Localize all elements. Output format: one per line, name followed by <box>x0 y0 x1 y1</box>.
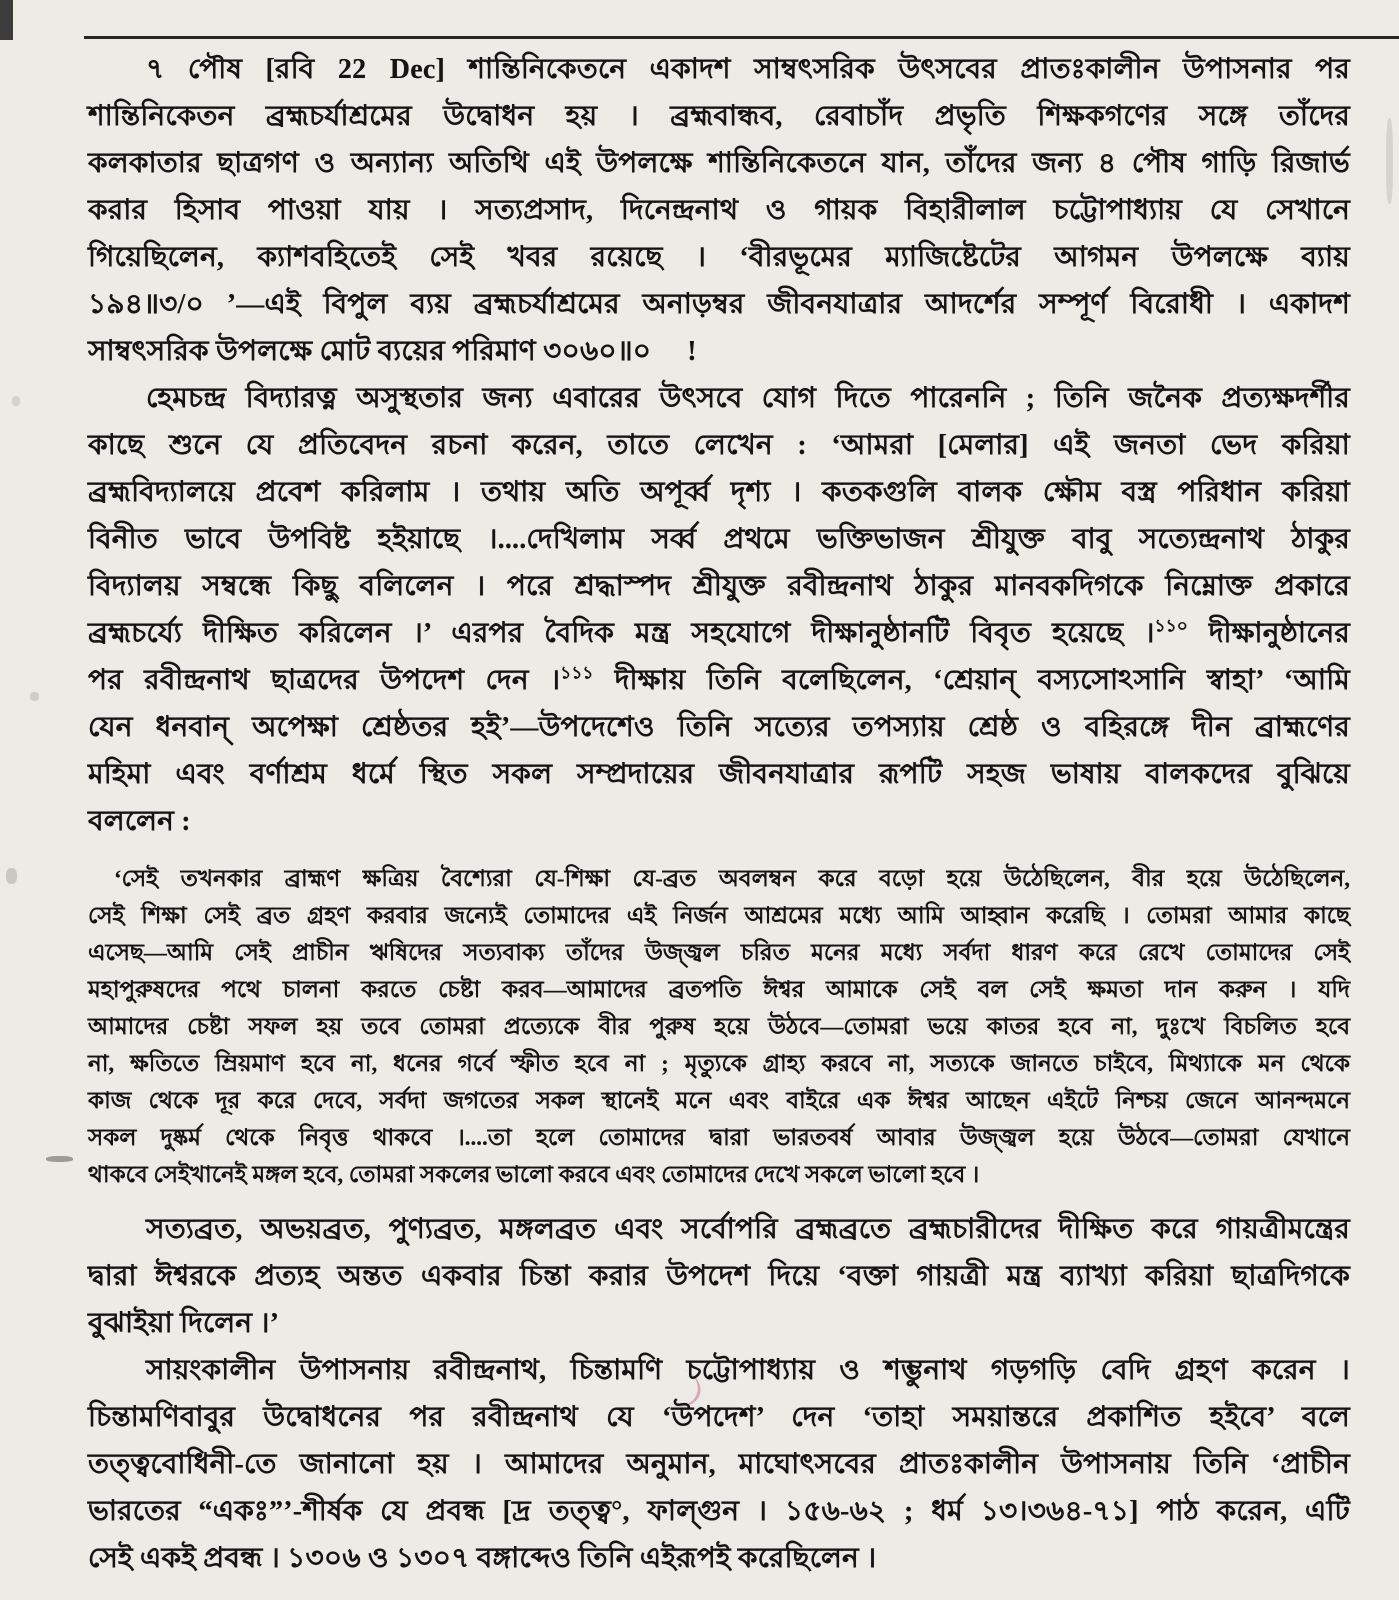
text-line <box>88 657 1350 704</box>
scan-smudge <box>46 1156 73 1162</box>
quote-line: সকল দুষ্কর্ম থেকে নিবৃত্ত থাকবে ।....তা হলে তোমাদের দ্বারা ভারতবর্ষ আবার উজ্জ্বল হয়ে উঠবে—তোমরা যেখানে <box>88 1125 1350 1150</box>
text-line <box>88 610 1350 657</box>
quote-line: এসেছ—আমি সেই প্রাচীন ঋষিদের সত্যবাক্য তাঁদের উজ্জ্বল চরিত মনের মধ্যে সর্বদা ধারণ করে রেখে তোমাদের সেই <box>88 940 1350 965</box>
scan-smudge <box>30 692 39 701</box>
quote-line: কাজ থেকে দূর করে দেবে, সর্বদা জগতের সকল স্থানেই মনে এবং বাইরে এক ঈশ্বর আছেন এইটে নিশ্চয় জেনে আনন্দমনে <box>88 1088 1350 1113</box>
quote-line: থাকবে সেইখানেই মঙ্গল হবে, তোমরা সকলের ভালো করবে এবং তোমাদের দেখে সকলে ভালো হবে । <box>88 1162 980 1187</box>
text-line: যেন ধনবান্ অপেক্ষা শ্রেষ্ঠতর হই’—উপদেশেও তিনি সত্যের তপস্যায় শ্রেষ্ঠ ও বহিরঙ্গে দীন ব্রাহ্মণের <box>88 712 1350 743</box>
line-text: দীক্ষানুষ্ঠানের <box>1187 618 1350 649</box>
text-line: করার হিসাব পাওয়া যায় । সত্যপ্রসাদ, দিনেন্দ্রনাথ ও গায়ক বিহারীলাল চট্টোপাধ্যায় যে সেখানে <box>88 195 1350 226</box>
text-line: সায়ংকালীন উপাসনায় রবীন্দ্রনাথ, চিন্তামণি চট্টোপাধ্যায় ও শম্ভুনাথ গড়গড়ি বেদি গ্রহণ করেন । <box>146 1355 1350 1386</box>
text-line: হেমচন্দ্র বিদ্যারত্ন অসুস্থতার জন্য এবারের উৎসবে যোগ দিতে পারেননি ; তিনি জনৈক প্রত্যক্ষদর্শীর <box>146 383 1350 414</box>
scan-corner-artifact <box>0 0 13 40</box>
page-text <box>88 46 1350 1582</box>
text-line: তত্ত্ববোধিনী-তে জানানো হয় । আমাদের অনুমান, মাঘোৎসবের প্রাতঃকালীন উপাসনায় তিনি ‘প্রাচীন <box>88 1449 1350 1480</box>
footnote-ref-110: ১১০ <box>1154 616 1188 636</box>
text-line: ব্রহ্মবিদ্যালয়ে প্রবেশ করিলাম । তথায় অতি অপূর্ব্ব দৃশ্য । কতকগুলি বালক ক্ষৌম বস্ত্র পরিধান করিয়া <box>88 477 1350 508</box>
quote-line: সেই শিক্ষা সেই ব্রত গ্রহণ করবার জন্যেই তোমাদের এই নির্জন আশ্রমের মধ্যে আমি আহ্বান করেছি । তোমরা আমার কাছে <box>88 903 1350 928</box>
text-line: বুঝাইয়া দিলেন ।’ <box>88 1308 280 1339</box>
text-line: ভারতের “একঃ”’-শীর্ষক যে প্রবন্ধ [দ্র তত্ত্ব°, ফাল্গুন । ১৫৬-৬২ ; ধর্ম ১৩।৩৬৪-৭১] পাঠ করেন, এটি <box>88 1496 1350 1527</box>
quote-line: মহাপুরুষদের পথে চালনা করতে চেষ্টা করব—আমাদের ব্রতপতি ঈশ্বর আমাকে সেই বল সেই ক্ষমতা দান করুন । যদি <box>88 977 1350 1002</box>
text-line: মহিমা এবং বর্ণাশ্রম ধর্মে স্থিত সকল সম্প্রদায়ের জীবনযাত্রার রূপটি সহজ ভাষায় বালকদের বুঝিয়ে <box>88 759 1350 790</box>
text-line: ৭ পৌষ [রবি 22 Dec] শান্তিনিকেতনে একাদশ সাম্বৎসরিক উৎসবের প্রাতঃকালীন উপাসনার পর <box>146 54 1350 85</box>
text-line: দ্বারা ঈশ্বরকে প্রত্যহ অন্তত একবার চিন্তা করার উপদেশ দিয়ে ‘বক্তা গায়ত্রী মন্ত্র ব্যাখ্যা করিয়া ছাত্রদিগকে <box>88 1261 1350 1292</box>
text-line: চিন্তামণিবাবুর উদ্বোধনের পর রবীন্দ্রনাথ যে ‘উপদেশ’ দেন ‘তাহা সময়ান্তরে প্রকাশিত হইবে’ বলে <box>88 1402 1350 1433</box>
paragraph <box>88 375 1350 845</box>
quote-line: ‘সেই তখনকার ব্রাহ্মণ ক্ষত্রিয় বৈশ্যেরা যে-শিক্ষা যে-ব্রত অবলম্বন করে বড়ো হয়ে উঠেছিলেন, বীর হয়ে উঠেছিলেন, <box>114 866 1350 891</box>
paragraph <box>88 46 1350 375</box>
quote-line: আমাদের চেষ্টা সফল হয় তবে তোমরা প্রত্যেকে বীর পুরুষ হয়ে উঠবে—তোমরা ভয়ে কাতর হবে না, দুঃখে বিচলিত হবে <box>88 1014 1350 1039</box>
paragraph <box>88 1206 1350 1347</box>
text-line: বিনীত ভাবে উপবিষ্ট হইয়াছে ।....দেখিলাম সর্ব্ব প্রথমে ভক্তিভাজন শ্রীযুক্ত বাবু সত্যেন্দ্রনাথ ঠাকুর <box>88 524 1350 555</box>
text-line: সত্যব্রত, অভয়ব্রত, পুণ্যব্রত, মঙ্গলব্রত এবং সর্বোপরি ব্রহ্মব্রতে ব্রহ্মচারীদের দীক্ষিত করে গায়ত্রীমন্ত্রের <box>146 1214 1350 1245</box>
line-text: দীক্ষায় তিনি বলেছিলেন, ‘শ্রেয়ান্ বস্যসোঽসানি স্বাহা’ ‘আমি <box>593 665 1350 696</box>
scan-smudge <box>1386 118 1393 204</box>
quote-line: না, ক্ষতিতে ম্রিয়মাণ হবে না, ধনের গর্বে স্ফীত হবে না ; মৃত্যুকে গ্রাহ্য করবে না, সত্যকে জানতে চাইবে, মিথ্যাকে মন থেকে <box>88 1051 1350 1076</box>
paragraph <box>88 1347 1350 1582</box>
scan-smudge <box>6 868 17 884</box>
text-line: সাম্বৎসরিক উপলক্ষে মোট ব্যয়ের পরিমাণ ৩০৬০॥০ ! <box>88 336 697 367</box>
scan-smudge <box>12 396 20 406</box>
text-line: সেই একই প্রবন্ধ । ১৩০৬ ও ১৩০৭ বঙ্গাব্দেও তিনি এইরূপই করেছিলেন । <box>88 1543 877 1574</box>
line-text: পর রবীন্দ্রনাথ ছাত্রদের উপদেশ দেন । <box>88 665 561 696</box>
text-line: কলকাতার ছাত্রগণ ও অন্যান্য অতিথি এই উপলক্ষে শান্তিনিকেতনে যান, তাঁদের জন্য ৪ পৌষ গাড়ি রিজার্ভ <box>88 148 1350 179</box>
text-line: বললেন : <box>88 806 191 837</box>
text-line: কাছে শুনে যে প্রতিবেদন রচনা করেন, তাতে লেখেন : ‘আমরা [মেলার] এই জনতা ভেদ করিয়া <box>88 430 1350 461</box>
text-line: বিদ্যালয় সম্বন্ধে কিছু বলিলেন । পরে শ্রদ্ধাস্পদ শ্রীযুক্ত রবীন্দ্রনাথ ঠাকুর মানবকদিগকে নিম্নোক্ত প্রকারে <box>88 571 1350 602</box>
text-line: শান্তিনিকেতন ব্রহ্মচর্যাশ্রমের উদ্বোধন হয় । ব্রহ্মবান্ধব, রেবাচাঁদ প্রভৃতি শিক্ষকগণের সঙ্গে তাঁদের <box>88 101 1350 132</box>
footnote-ref-111: ১১১ <box>560 663 594 683</box>
block-quote <box>88 860 1350 1193</box>
text-line: ১৯৪॥৩/০ ’—এই বিপুল ব্যয় ব্রহ্মচর্যাশ্রমের অনাড়ম্বর জীবনযাত্রার আদর্শের সম্পূর্ণ বিরোধী । একাদশ <box>88 289 1350 320</box>
text-line: গিয়েছিলেন, ক্যাশবহিতেই সেই খবর রয়েছে । ‘বীরভূমের ম্যাজিষ্টেটের আগমন উপলক্ষে ব্যায় <box>88 242 1350 273</box>
scan-edge-line <box>84 36 1399 39</box>
line-text: ব্রহ্মচর্য্যে দীক্ষিত করিলেন ।’ এরপর বৈদিক মন্ত্র সহযোগে দীক্ষানুষ্ঠানটি বিবৃত হয়েছে । <box>88 618 1155 649</box>
